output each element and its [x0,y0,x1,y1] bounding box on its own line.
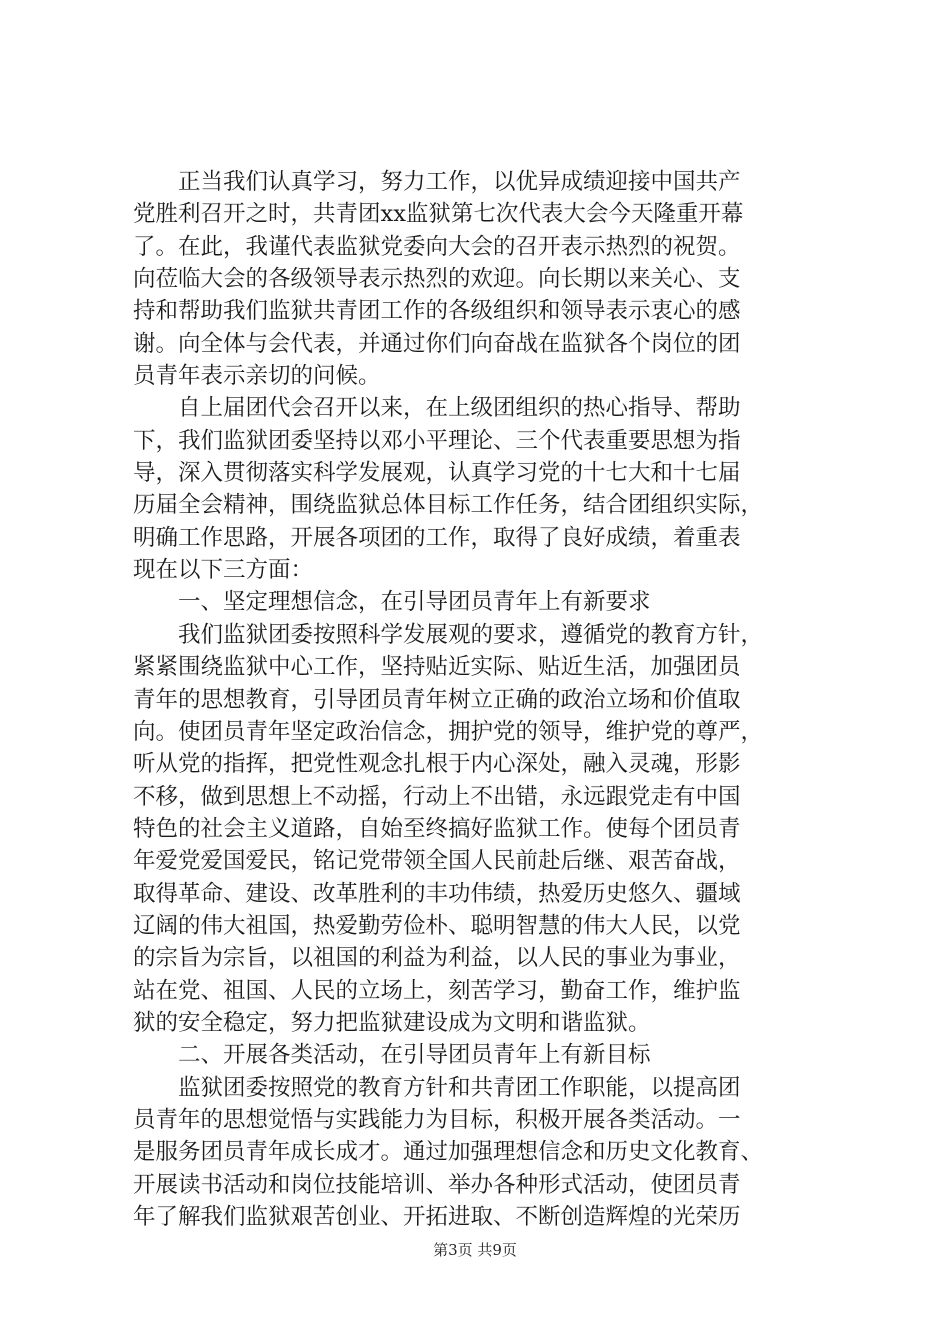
text-line: 监狱团委按照党的教育方针和共青团工作职能，以提高团 [133,1074,741,1101]
text-line: 谢。向全体与会代表，并通过你们向奋战在监狱各个岗位的团 [133,330,741,357]
text-line: 明确工作思路，开展各项团的工作，取得了良好成绩，着重表 [133,524,741,551]
text-line: 党胜利召开之时，共青团xx监狱第七次代表大会今天隆重开幕 [133,201,744,228]
text-line: 向。使团员青年坚定政治信念，拥护党的领导，维护党的尊严， [133,718,764,745]
page-number-label: 第3页 共9页 [433,1241,517,1259]
text-line: 开展读书活动和岗位技能培训、举办各种形式活动，使团员青 [133,1171,741,1198]
text-line: 正当我们认真学习，努力工作，以优异成绩迎接中国共产 [133,169,741,195]
text-line: 年爱党爱国爱民，铭记党带领全国人民前赴后继、艰苦奋战， [133,848,741,875]
text-line: 紧紧围绕监狱中心工作，坚持贴近实际、贴近生活，加强团员 [133,654,741,681]
text-line: 自上届团代会召开以来，在上级团组织的热心指导、帮助 [133,395,741,422]
text-line: 员青年的思想觉悟与实践能力为目标，积极开展各类活动。一 [133,1106,741,1133]
text-line: 了。在此，我谨代表监狱党委向大会的召开表示热烈的祝贺。 [133,233,741,260]
text-line: 是服务团员青年成长成才。通过加强理想信念和历史文化教育、 [133,1139,764,1166]
text-line: 站在党、祖国、人民的立场上，刻苦学习，勤奋工作，维护监 [133,977,741,1004]
text-line: 下，我们监狱团委坚持以邓小平理论、三个代表重要思想为指 [133,427,741,454]
text-line: 员青年表示亲切的问候。 [133,363,381,390]
section-heading: 一、坚定理想信念，在引导团员青年上有新要求 [133,589,651,616]
document-body [133,166,833,1233]
text-line: 辽阔的伟大祖国，热爱勤劳俭朴、聪明智慧的伟大人民，以党 [133,912,741,939]
text-line: 听从党的指挥，把党性观念扎根于内心深处，融入灵魂，形影 [133,751,741,778]
text-line: 我们监狱团委按照科学发展观的要求，遵循党的教育方针， [133,621,764,648]
section-heading: 二、开展各类活动，在引导团员青年上有新目标 [133,1042,651,1069]
text-line: 年了解我们监狱艰苦创业、开拓进取、不断创造辉煌的光荣历 [133,1204,741,1230]
text-line: 持和帮助我们监狱共青团工作的各级组织和领导表示衷心的感 [133,298,741,325]
text-line: 导，深入贯彻落实科学发展观，认真学习党的十七大和十七届 [133,460,741,487]
text-line: 历届全会精神，围绕监狱总体目标工作任务，结合团组织实际， [133,492,764,519]
text-line: 不移，做到思想上不动摇，行动上不出错，永远跟党走有中国 [133,783,741,810]
text-line: 取得革命、建设、改革胜利的丰功伟绩，热爱历史悠久、疆域 [133,880,741,907]
text-line: 特色的社会主义道路，自始至终搞好监狱工作。使每个团员青 [133,815,741,842]
text-line: 现在以下三方面： [133,557,314,584]
text-line: 向莅临大会的各级领导表示热烈的欢迎。向长期以来关心、支 [133,266,741,293]
text-line: 狱的安全稳定，努力把监狱建设成为文明和谐监狱。 [133,1009,651,1036]
text-line: 的宗旨为宗旨，以祖国的利益为利益，以人民的事业为事业， [133,945,741,972]
text-line: 青年的思想教育，引导团员青年树立正确的政治立场和价值取 [133,686,741,713]
page-footer [0,1239,950,1260]
